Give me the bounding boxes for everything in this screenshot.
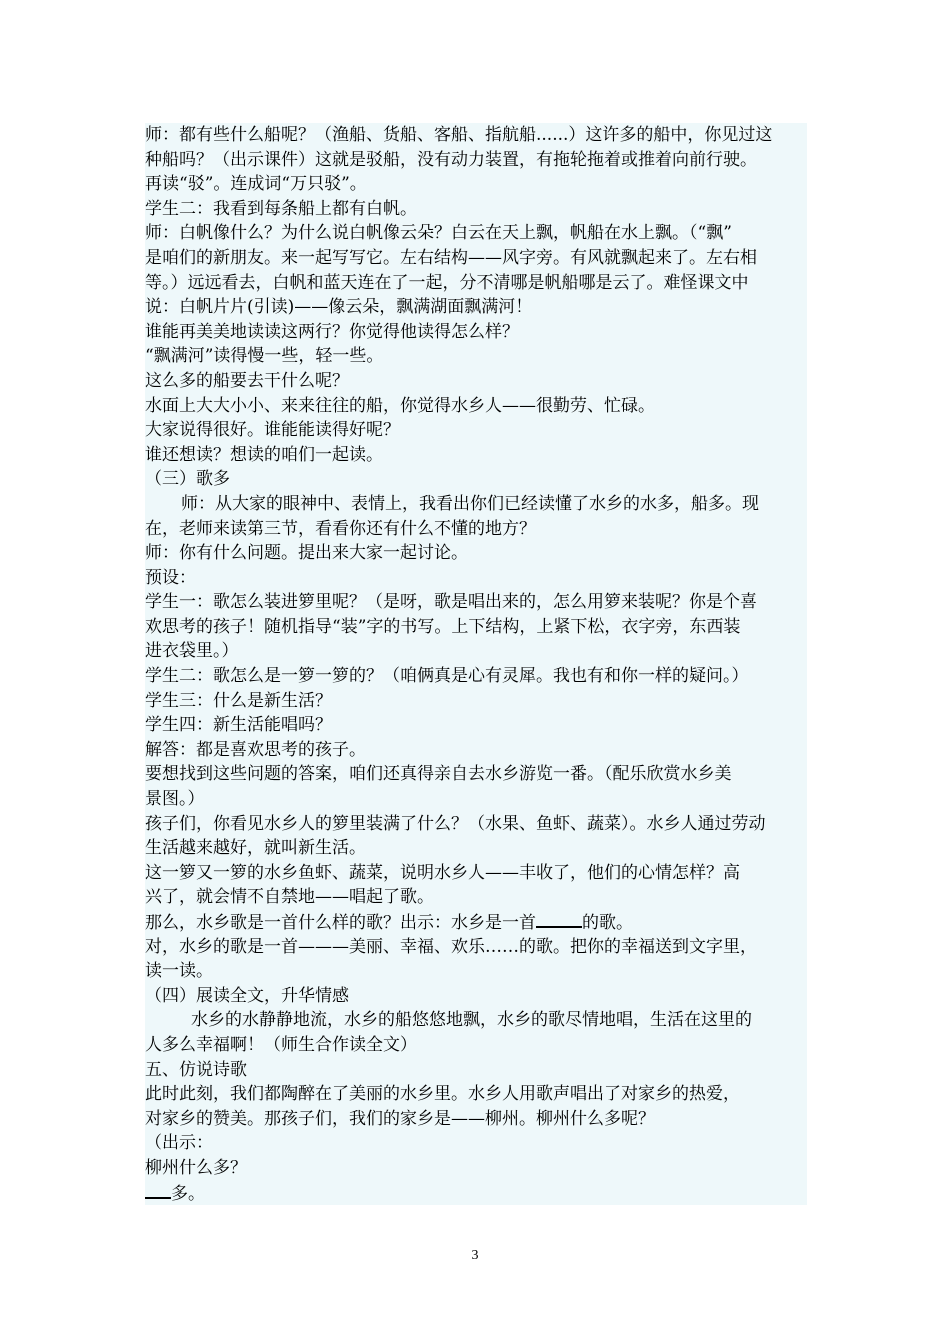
text-line: 进衣袋里。） [145,641,239,662]
section-heading: （三）歌多 [145,469,230,490]
text-line: 大家说得很好。谁能能读得好呢？ [145,420,400,441]
document-body [145,123,807,1205]
text-line: 这么多的船要去干什么呢？ [145,370,349,391]
section-heading: 五、仿说诗歌 [145,1059,247,1080]
text-line: 景图。） [145,789,205,810]
text-line: 学生四：新生活能唱吗？ [145,715,332,736]
text-line: 兴了，就会情不自禁地——唱起了歌。 [145,887,434,908]
text-line: 水面上大大小小、来来往往的船，你觉得水乡人——很勤劳、忙碌。 [145,395,655,416]
text-line: 师：都有些什么船呢？（渔船、货船、客船、指航船......）这许多的船中，你见过这 [145,125,773,145]
text-line: 说：白帆片片(引读)——像云朵，飘满湖面飘满河！ [145,297,533,318]
text-line: 种船吗？（出示课件）这就是驳船，没有动力装置，有拖轮拖着或推着向前行驶。 [145,149,757,170]
text-line: 是咱们的新朋友。来一起写写它。左右结构——风字旁。有风就飘起来了。左右相 [145,247,757,268]
text-line: 学生二：歌怎么是一箩一箩的？（咱俩真是心有灵犀。我也有和你一样的疑问。） [145,666,749,687]
fill-in-blank [145,1181,171,1199]
text-line: 人多么幸福啊！（师生合作读全文） [145,1034,417,1055]
text-line: 柳州什么多？ [145,1157,247,1178]
text-line: 学生一：歌怎么装进箩里呢？（是呀，歌是唱出来的，怎么用箩来装呢？你是个喜 [145,592,757,613]
text-line: 这一箩又一箩的水乡鱼虾、蔬菜，说明水乡人——丰收了，他们的心情怎样？高 [145,862,740,883]
text-line: 等。）远远看去，白帆和蓝天连在了一起，分不清哪是帆船哪是云了。难怪课文中 [145,272,749,293]
text-line: 此时此刻，我们都陶醉在了美丽的水乡里。水乡人用歌声唱出了对家乡的热爱， [145,1084,740,1105]
fill-in-line [145,910,807,935]
text-line: 水乡的水静静地流，水乡的船悠悠地飘，水乡的歌尽情地唱，生活在这里的 [191,1010,752,1031]
text-line: 在，老师来读第三节，看看你还有什么不懂的地方？ [145,518,536,539]
text-line: 对，水乡的歌是一首———美丽、幸福、欢乐……的歌。把你的幸福送到文字里， [145,936,757,957]
text-line: （出示： [145,1133,213,1154]
fill-in-suffix: 多。 [171,1183,205,1204]
text-line: 学生三：什么是新生活？ [145,690,332,711]
text-line: 师：你有什么问题。提出来大家一起讨论。 [145,543,468,564]
text-line: 谁还想读？想读的咱们一起读。 [145,444,383,465]
fill-in-suffix: 的歌。 [582,913,633,933]
text-line: 生活越来越好，就叫新生活。 [145,838,366,859]
fill-in-line [145,1181,807,1206]
text-line: 谁能再美美地读读这两行？你觉得他读得怎么样？ [145,321,519,342]
text-line: 孩子们，你看见水乡人的箩里装满了什么？（水果、鱼虾、蔬菜）。水乡人通过劳动 [145,813,766,834]
text-line: 欢思考的孩子！随机指导“装”字的书写。上下结构，上紧下松，衣字旁，东西装 [145,616,741,637]
section-heading: （四）展读全文，升华情感 [145,985,349,1006]
text-line: 预设： [145,567,196,588]
text-line: 要想找到这些问题的答案，咱们还真得亲自去水乡游览一番。（配乐欣赏水乡美 [145,764,732,785]
text-line: 师：从大家的眼神中、表情上，我看出你们已经读懂了水乡的水多，船多。现 [181,493,759,514]
text-line: 学生二：我看到每条船上都有白帆。 [145,198,417,219]
text-line: 师：白帆像什么？为什么说白帆像云朵？白云在天上飘，帆船在水上飘。（“飘” [145,223,732,244]
text-line: “飘满河”读得慢一些，轻一些。 [145,346,384,367]
fill-in-blank [536,910,582,928]
fill-in-prompt: 那么，水乡歌是一首什么样的歌？出示：水乡是一首 [145,913,536,933]
page-number: 3 [471,1248,479,1263]
text-line: 读一读。 [145,961,213,982]
text-line: 解答：都是喜欢思考的孩子。 [145,739,366,760]
text-line: 再读“驳”。连成词“万只驳”。 [145,174,367,195]
text-line: 对家乡的赞美。那孩子们，我们的家乡是——柳州。柳州什么多呢？ [145,1108,655,1129]
